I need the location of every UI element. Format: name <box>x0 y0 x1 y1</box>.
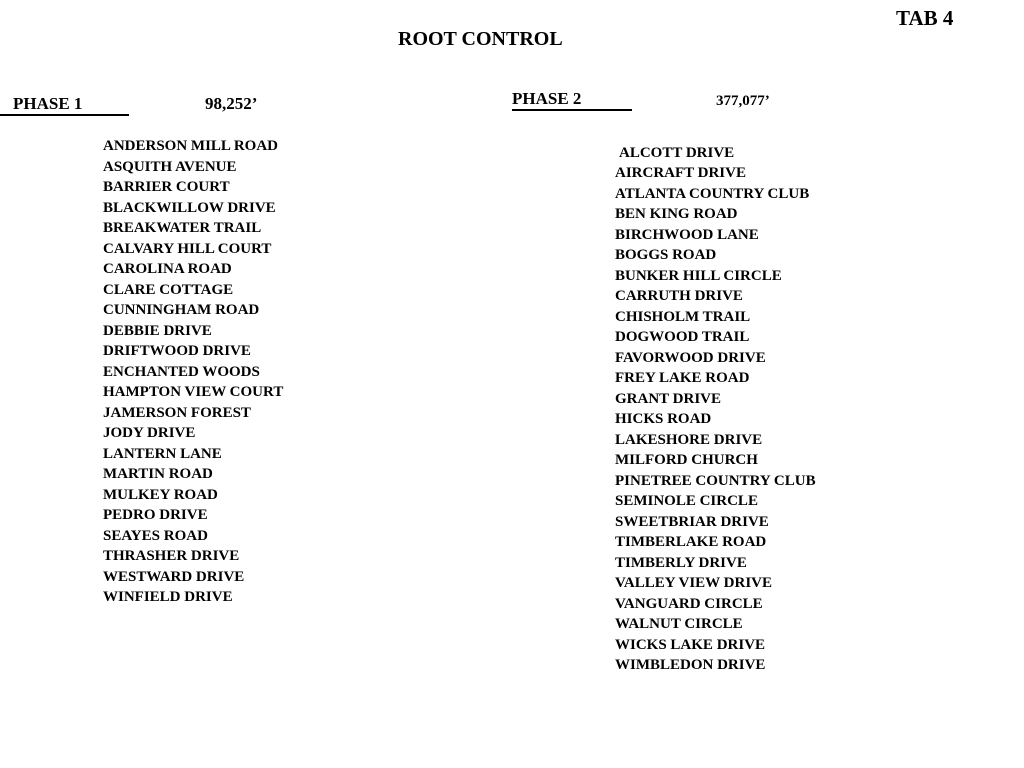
phase1-street: WINFIELD DRIVE <box>103 589 233 605</box>
phase2-street: ATLANTA COUNTRY CLUB <box>615 185 810 202</box>
phase2-street: BOGGS ROAD <box>615 247 717 263</box>
phase1-street: CUNNINGHAM ROAD <box>103 302 260 318</box>
phase1-street: DEBBIE DRIVE <box>103 322 212 339</box>
phase1-street: CALVARY HILL COURT <box>103 240 272 257</box>
phase1-total: 98,252’ <box>205 94 258 113</box>
phase2-street: CHISHOLM TRAIL <box>615 308 751 325</box>
phase2-street: SWEETBRIAR DRIVE <box>615 513 769 530</box>
phase1-street: MULKEY ROAD <box>103 486 218 503</box>
page-title: ROOT CONTROL <box>398 28 563 50</box>
phase1-street: THRASHER DRIVE <box>103 548 240 564</box>
phase2-street: TIMBERLAKE ROAD <box>615 534 767 550</box>
phase1-street: ASQUITH AVENUE <box>103 158 237 175</box>
phase2-street: WICKS LAKE DRIVE <box>615 636 766 653</box>
phase1-street: PEDRO DRIVE <box>103 507 208 523</box>
phase2-street: SEMINOLE CIRCLE <box>615 493 758 509</box>
phase1-street: CLARE COTTAGE <box>103 281 234 298</box>
phase2-street: DOGWOOD TRAIL <box>615 329 750 345</box>
phase2-street: BIRCHWOOD LANE <box>615 226 759 243</box>
phase2-street: FREY LAKE ROAD <box>615 370 750 386</box>
phase2-street: BEN KING ROAD <box>615 206 738 222</box>
phase1-street: ANDERSON MILL ROAD <box>103 138 279 154</box>
phase1-street: BREAKWATER TRAIL <box>103 220 262 236</box>
phase2-street: HICKS ROAD <box>615 411 712 427</box>
phase2-street: VANGUARD CIRCLE <box>615 595 763 612</box>
phase2-street: GRANT DRIVE <box>615 390 721 407</box>
phase1-street: BARRIER COURT <box>103 179 230 195</box>
phase1-street: SEAYES ROAD <box>103 527 208 544</box>
phase2-heading: PHASE 2 <box>512 89 632 111</box>
phase1-heading: PHASE 1 <box>0 94 129 116</box>
phase2-street: MILFORD CHURCH <box>615 452 758 468</box>
phase2-street: VALLEY VIEW DRIVE <box>615 575 772 591</box>
phase1-street: DRIFTWOOD DRIVE <box>103 343 251 359</box>
phase2-street: CARRUTH DRIVE <box>615 288 743 304</box>
phase2-street-list <box>615 163 816 676</box>
phase2-street: WALNUT CIRCLE <box>615 616 743 632</box>
phase1-street: JODY DRIVE <box>103 425 196 441</box>
phase1-street: WESTWARD DRIVE <box>103 568 245 585</box>
phase1-street: ENCHANTED WOODS <box>103 363 260 380</box>
phase1-street: HAMPTON VIEW COURT <box>103 384 284 400</box>
phase2-street: AIRCRAFT DRIVE <box>615 165 746 181</box>
phase2-street: PINETREE COUNTRY CLUB <box>615 472 816 489</box>
phase1-street: BLACKWILLOW DRIVE <box>103 199 276 216</box>
phase2-street: WIMBLEDON DRIVE <box>615 657 766 673</box>
phase2-total: 377,077’ <box>716 93 770 109</box>
phase2-street: LAKESHORE DRIVE <box>615 431 763 448</box>
phase2-street: ALCOTT DRIVE <box>619 145 735 161</box>
phase1-street: JAMERSON FOREST <box>103 404 251 421</box>
phase2-street: FAVORWOOD DRIVE <box>615 349 766 366</box>
phase1-street: MARTIN ROAD <box>103 466 213 482</box>
tab-label: TAB 4 <box>896 6 954 30</box>
phase1-street: CAROLINA ROAD <box>103 261 232 277</box>
phase2-street: BUNKER HILL CIRCLE <box>615 267 782 284</box>
phase1-street: LANTERN LANE <box>103 445 222 462</box>
phase1-street-list <box>103 136 283 608</box>
phase2-street: TIMBERLY DRIVE <box>615 554 747 571</box>
